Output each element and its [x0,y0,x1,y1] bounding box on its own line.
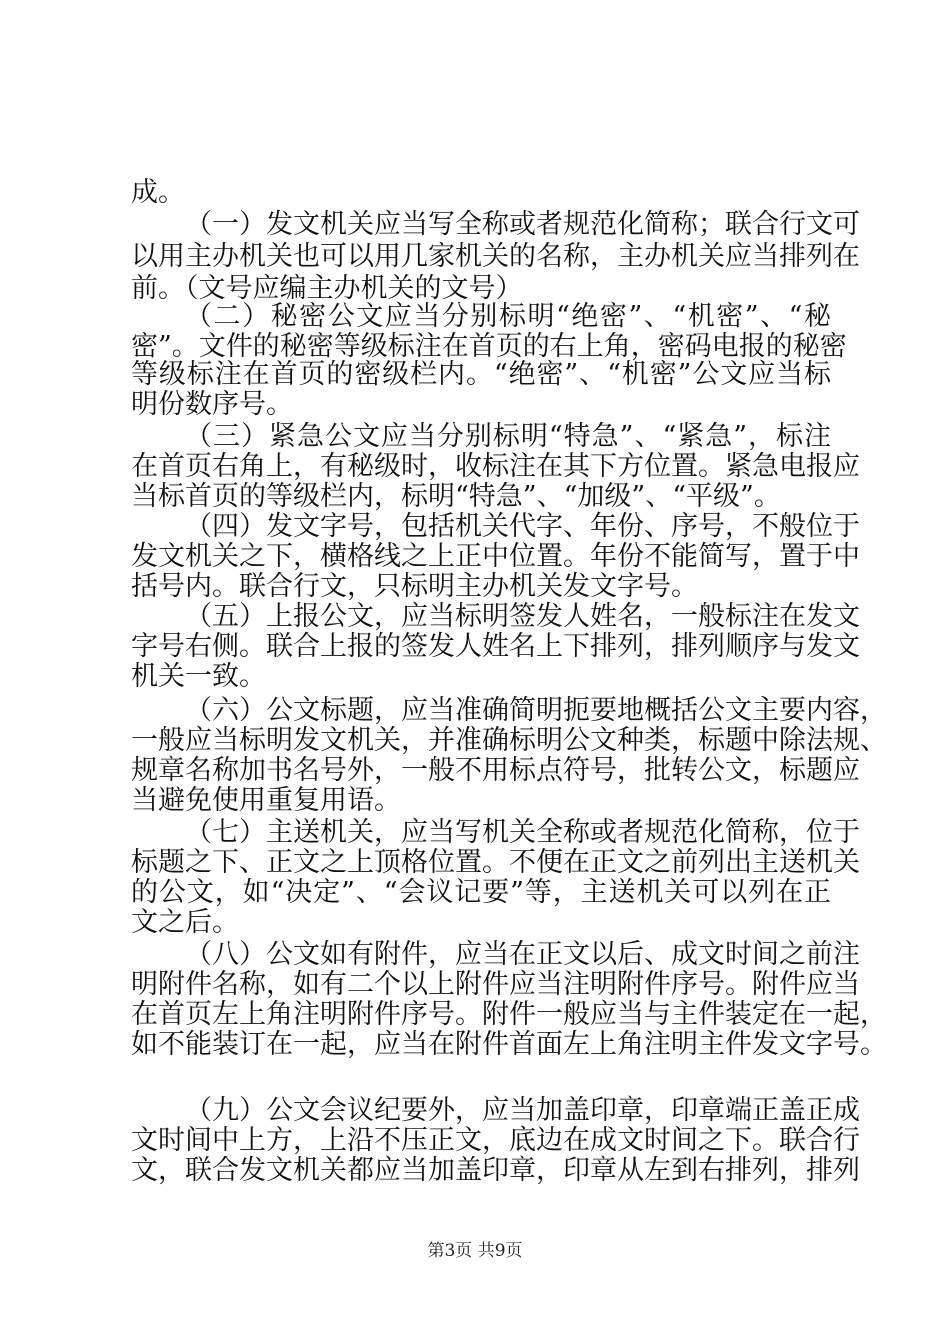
text-line: （二）秘密公文应当分别标明“绝密”、“机密”、“秘 [185,301,831,332]
text-line: （三）紧急公文应当分别标明“特急”、“紧急”，标注 [185,421,831,452]
text-line: 在首页右角上，有秘级时，收标注在其下方位置。紧急电报应 [131,451,860,482]
text-line: 前。（文号应编主办机关的文号） [131,273,523,304]
text-line: （八）公文如有附件，应当在正文以后、成文时间之前注 [185,939,860,970]
text-line: 发文机关之下，横格线之上正中位置。年份不能简写，置于中 [131,541,860,572]
text-line: （七）主送机关，应当写机关全称或者规范化简称，位于 [185,817,860,848]
page-number-footer: 第3页 共9页 [427,1241,523,1261]
text-line: 明附件名称，如有二个以上附件应当注明附件序号。附件应当 [131,969,860,1000]
text-line: 当避免使用重复用语。 [131,785,401,816]
text-line: 当标首页的等级栏内，标明“特急”、“加级”、“平级”。 [131,481,781,512]
text-line: 规章名称加书名号外，一般不用标点符号，批转公文，标题应 [131,755,860,786]
text-line: 机关一致。 [131,661,266,692]
text-line: 在首页左上角注明附件序号。附件一般应当与主件装定在一起， [131,999,887,1030]
text-line: 文之后。 [131,907,239,938]
text-line: 文时间中上方，上沿不压正文，底边在成文时间之下。联合行 [131,1125,860,1156]
text-line: 密”。文件的秘密等级标注在首页的右上角，密码电报的秘密 [131,331,847,362]
text-line: 字号右侧。联合上报的签发人姓名上下排列，排列顺序与发文 [131,631,860,662]
text-line: （六）公文标题，应当准确简明扼要地概括公文主要内容， [185,695,887,726]
text-line: 等级标注在首页的密级栏内。“绝密”、“机密”公文应当标 [131,359,831,390]
text-line: （四）发文字号，包括机关代字、年份、序号，不般位于 [185,511,860,542]
text-line: 的公文，如“决定”、“会议记要”等，主送机关可以列在正 [131,877,831,908]
text-line: 如不能装订在一起，应当在附件首面左上角注明主件发文字号。 [131,1029,887,1060]
text-line: 括号内。联合行文，只标明主办机关发文字号。 [131,571,698,602]
text-line: 标题之下、正文之上顶格位置。不便在正文之前列出主送机关 [131,847,860,878]
text-line: （九）公文会议纪要外，应当加盖印章，印章端正盖正成 [185,1095,860,1126]
text-line: 成。 [131,177,185,208]
text-line: 明份数序号。 [131,389,293,420]
text-line: 一般应当标明发文机关，并准确标明公文种类，标题中除法规、 [131,725,887,756]
text-line: 以用主办机关也可以用几家机关的名称，主办机关应当排列在 [131,241,860,272]
text-line: 文，联合发文机关都应当加盖印章，印章从左到右排列，排列 [131,1155,860,1186]
text-line: （五）上报公文，应当标明签发人姓名，一般标注在发文 [185,601,860,632]
text-line: （一）发文机关应当写全称或者规范化简称；联合行文可 [185,209,860,240]
